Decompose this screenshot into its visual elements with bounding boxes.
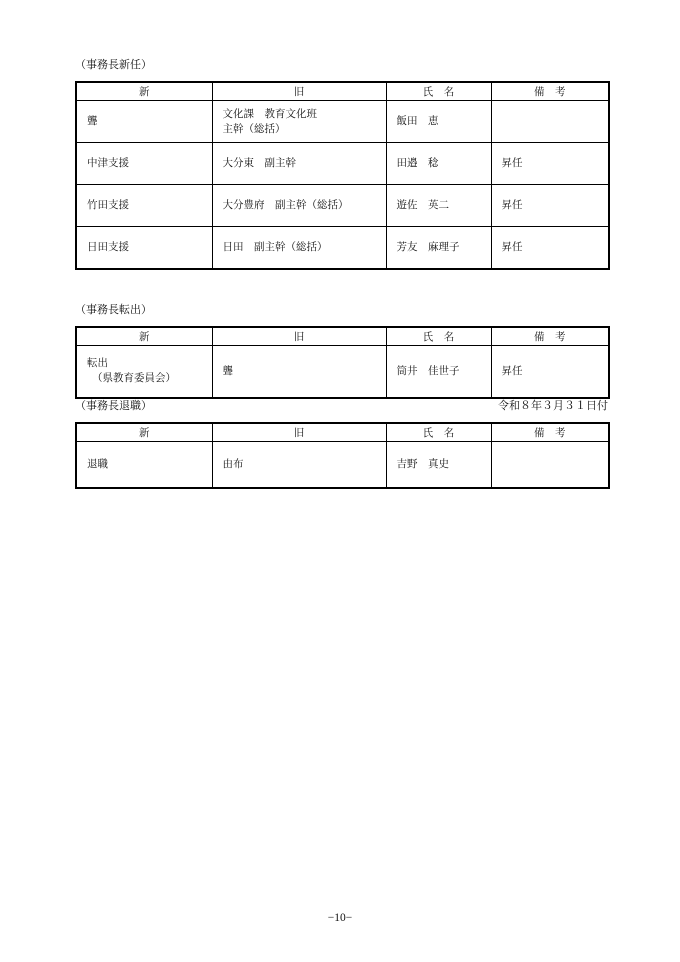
section-heading: （事務長退職） (75, 400, 152, 412)
cell-name: 遊佐 英二 (386, 185, 491, 227)
cell-new: 日田支援 (76, 227, 212, 269)
cell-old: 聾 (212, 346, 386, 398)
table-row (76, 442, 609, 488)
col-header-name: 氏 名 (386, 327, 491, 346)
cell-note: 昇任 (491, 143, 609, 185)
cell-new: 竹田支援 (76, 185, 212, 227)
cell-name: 芳友 麻理子 (386, 227, 491, 269)
table-row (76, 101, 609, 143)
cell-note: 昇任 (491, 346, 609, 398)
cell-name: 筒井 佳世子 (386, 346, 491, 398)
col-header-new: 新 (76, 423, 212, 442)
cell-old: 大分東 副主幹 (212, 143, 386, 185)
personnel-table-taishoku (75, 422, 610, 489)
table-row (76, 185, 609, 227)
section-shinnin (75, 59, 608, 270)
cell-new-line1: 転出 (87, 358, 108, 370)
cell-new: 退職 (76, 442, 212, 488)
cell-note (491, 101, 609, 143)
col-header-note: 備 考 (491, 423, 609, 442)
col-header-old: 旧 (212, 82, 386, 101)
cell-old: 由布 (212, 442, 386, 488)
cell-name: 田邉 稔 (386, 143, 491, 185)
cell-old-line1: 文化課 教育文化班 (222, 108, 317, 120)
table-row (76, 227, 609, 269)
cell-note: 昇任 (491, 227, 609, 269)
cell-name: 吉野 真史 (386, 442, 491, 488)
table-header-row (76, 327, 609, 346)
table-row (76, 346, 609, 398)
col-header-name: 氏 名 (386, 423, 491, 442)
cell-note (491, 442, 609, 488)
col-header-old: 旧 (212, 423, 386, 442)
table-row (76, 143, 609, 185)
personnel-table-shinnin (75, 81, 610, 270)
col-header-old: 旧 (212, 327, 386, 346)
section-heading: （事務長新任） (75, 59, 152, 71)
personnel-table-tenshutsu (75, 326, 610, 399)
col-header-name: 氏 名 (386, 82, 491, 101)
col-header-new: 新 (76, 82, 212, 101)
section-taishoku (75, 400, 608, 489)
cell-new: 聾 (87, 116, 98, 127)
col-header-new: 新 (76, 327, 212, 346)
col-header-note: 備 考 (491, 82, 609, 101)
table-header-row (76, 82, 609, 101)
cell-new-line2: （県教育委員会） (92, 373, 176, 385)
section-heading: （事務長転出） (75, 304, 152, 316)
cell-new: 中津支援 (76, 143, 212, 185)
cell-old-line2: 主幹（総括） (222, 123, 286, 135)
section-date: 令和８年３月３１日付 (498, 400, 608, 412)
cell-old: 日田 副主幹（総括） (212, 227, 386, 269)
section-tenshutsu (75, 304, 608, 399)
page-number: −10− (327, 912, 353, 924)
cell-note: 昇任 (491, 185, 609, 227)
col-header-note: 備 考 (491, 327, 609, 346)
cell-old: 大分豊府 副主幹（総括） (212, 185, 386, 227)
cell-name: 飯田 恵 (386, 101, 491, 143)
table-header-row (76, 423, 609, 442)
